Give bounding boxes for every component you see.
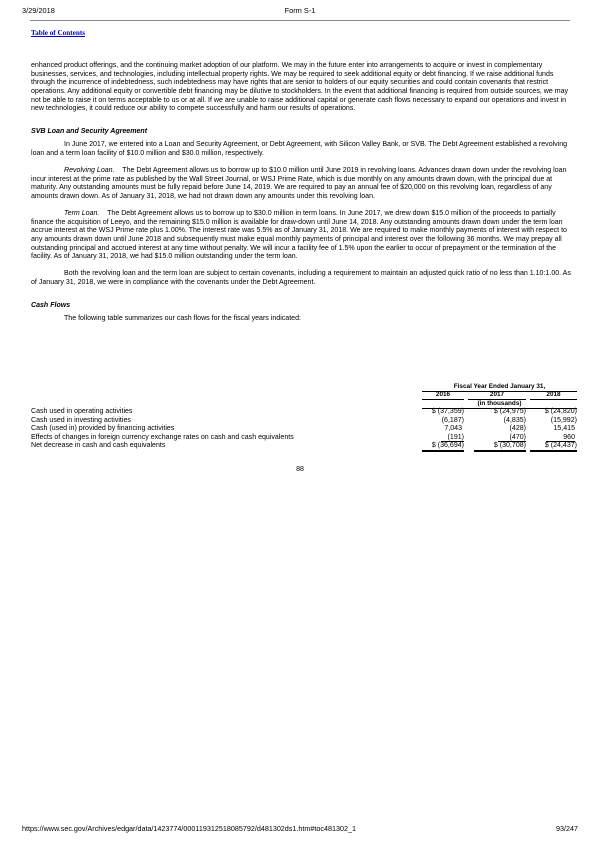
page-number: 88 — [296, 466, 304, 473]
cell-2018: 15,415 — [553, 425, 575, 433]
cell-2017: (428) — [509, 425, 526, 433]
header-divider — [30, 20, 570, 21]
cell-2018: (15,992) — [550, 416, 577, 424]
cell-2016: $ (37,359) — [431, 408, 464, 415]
cell-2018: $ (24,437) — [530, 442, 577, 452]
paragraph-revolving-loan — [31, 167, 572, 202]
cell-2017: (470) — [498, 434, 526, 443]
table-row — [31, 434, 576, 443]
cell-2017: $ (24,975) — [493, 408, 526, 415]
cell-2016: (191) — [441, 434, 464, 443]
cell-2018: 960 — [546, 434, 575, 443]
table-row — [31, 417, 576, 426]
table-of-contents-link[interactable]: Table of Contents — [31, 29, 86, 37]
cell-2017: $ (30,708) — [474, 442, 526, 452]
section-heading-cash-flows: Cash Flows — [31, 302, 71, 310]
revolving-loan-text: The Debt Agreement allows us to borrow up to $10.0 million until June 2019 in revolving loans. Advances drawn down under the revolving loan incur interest at the prime rate as published by the Wall Street Journal, or WSJ Prime Rate, which is due monthly on any amounts drawn down, with the principal due at maturity. Any outstanding amounts must be fully repaid before June 14, 2019. We are required to pay an annual fee of $20,000 on this revolving loan, regardless of any amounts drawn down. As of January 31, 2018, we had not drawn down any amounts under this revolving loan. — [31, 166, 567, 200]
print-header — [22, 6, 578, 18]
paragraph-financing: enhanced product offerings, and the continuing market adoption of our platform. We may in the future enter into arrangements to acquire or invest in complementary businesses, services, and technologies, including intellectual property rights. We may be required to seek additional equity or debt financing. If we raise additional funds through the incurrence of indebtedness, such indebtedness may have rights that are senior to holders of our equity securities and could contain covenants that restrict operations. Any additional equity or convertible debt financing may be dilutive to stockholders. In the event that additional financing is required from outside sources, we may not be able to raise it on terms acceptable to us or at all. If we are unable to raise additional capital or generate cash flows necessary to expand our operations and invest in new technologies, it could reduce our ability to compete successfully and harm our results of operations. — [31, 62, 569, 113]
row-label: Effects of changes in foreign currency exchange rates on cash and cash equivalents — [31, 433, 294, 441]
cell-2016: (6,187) — [441, 416, 464, 424]
row-label: Cash used in operating activities — [31, 408, 133, 415]
section-heading-svb-loan: SVB Loan and Security Agreement — [31, 128, 148, 136]
term-loan-text: The Debt Agreement allows us to borrow up to $30.0 million in term loans. In June 2017, we drew down $15.0 million of the proceeds to partially finance the acquisition of Leeyo, and the remaining $15.0 million is available for draw-down until June 14, 2018. Any outstanding amounts drawn down under the term loan accrue interest at the WSJ Prime rate plus 1.00%. The interest rate was 5.5% as of January 31, 2018. We are required to make monthly payments of interest with respect to any amounts drawn down until June 2018 and subsequently must make equal monthly payments of principal and interest over the following 36 months. We may prepay all outstanding principal and accrued interest at any time without penalty. We will incur a facility fee of 1.5% upon the earlier to occur of prepayment or the termination of the facility. As of January 31, 2018, we had $15.0 million outstanding under the term loan. — [31, 210, 567, 261]
document-body — [31, 62, 572, 324]
fiscal-year-header: Fiscal Year Ended January 31, — [422, 383, 577, 392]
term-loan-label: Term Loan. — [64, 210, 100, 218]
paragraph-covenants: Both the revolving loan and the term loan are subject to certain covenants, including a requirement to maintain an adjusted quick ratio of no less than 1.10:1.00. As of January 31, 2018, we were in compliance with the covenants under the Debt Agreement. — [31, 270, 571, 287]
cell-2016: 7,043 — [444, 425, 462, 433]
print-date: 3/29/2018 — [22, 6, 55, 15]
row-label: Cash used in investing activities — [31, 416, 131, 424]
paragraph-cash-flows-intro: The following table summarizes our cash flows for the fiscal years indicated: — [64, 314, 301, 322]
source-url: https://www.sec.gov/Archives/edgar/data/1423774/000119312518085792/d481302ds1.htm#toc481302_1 — [22, 824, 356, 833]
paragraph-term-loan — [31, 210, 572, 262]
paragraph-debt-agreement: In June 2017, we entered into a Loan and Security Agreement, or Debt Agreement, with Silicon Valley Bank, or SVB. The Debt Agreement established a revolving loan and a term loan facility of $10.0 million and $30.0 million, respectively. — [31, 141, 568, 157]
table-row — [31, 442, 576, 451]
revolving-loan-label: Revolving Loan. — [64, 166, 115, 174]
table-row — [31, 408, 576, 417]
year-header-2016: 2016 — [422, 391, 464, 400]
year-header-2018: 2018 — [530, 391, 577, 400]
table-row — [31, 425, 576, 434]
document-title: Form S-1 — [284, 6, 316, 15]
cell-2017: (4,835) — [503, 416, 526, 424]
row-label: Cash (used in) provided by financing activities — [31, 425, 175, 433]
cell-2016: $ (36,694) — [422, 442, 464, 452]
cell-2018: $ (24,820) — [544, 408, 577, 415]
row-label: Net decrease in cash and cash equivalents — [31, 442, 166, 450]
print-page-count: 93/247 — [556, 824, 578, 833]
units-header: (in thousands) — [422, 400, 577, 409]
year-header-2017: 2017 — [468, 391, 526, 400]
